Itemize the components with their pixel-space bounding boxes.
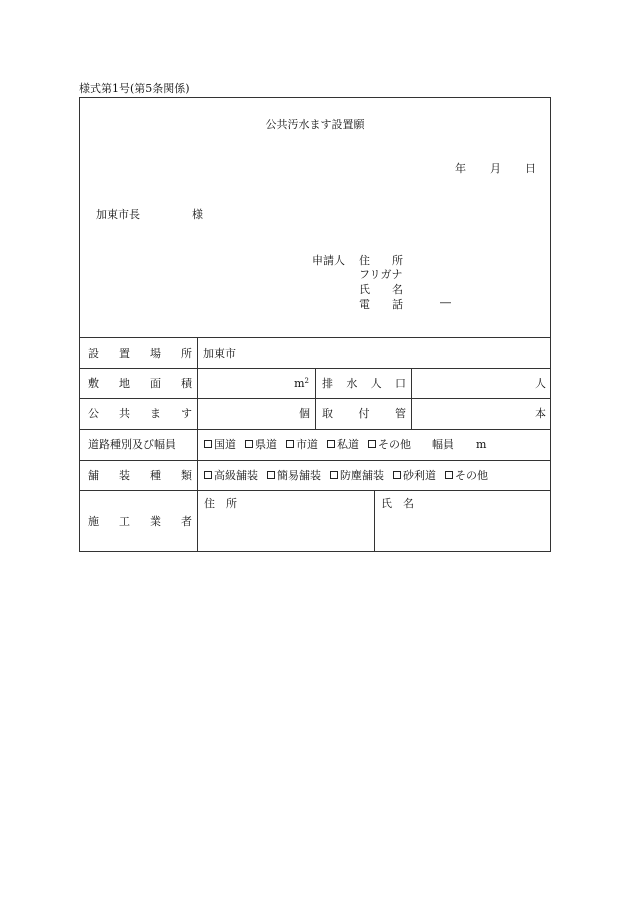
contractor-column-divider xyxy=(374,490,375,552)
applicant-caption: 申請人 xyxy=(312,254,345,267)
road-option-municipal[interactable]: 市道 xyxy=(286,436,318,452)
connection-pipe-unit: 本 xyxy=(535,407,546,420)
road-width-label: 幅員 xyxy=(432,438,454,451)
pavement-option-simple[interactable]: 簡易舗装 xyxy=(267,467,321,483)
middle-column-divider xyxy=(315,368,316,429)
drain-population-field[interactable] xyxy=(412,368,546,398)
drain-population-unit: 人 xyxy=(535,377,546,390)
checkbox-icon[interactable] xyxy=(267,471,275,479)
contractor-label: 施 工 業 者 xyxy=(88,515,192,528)
form-number-label: 様式第1号(第5条関係) xyxy=(79,82,190,95)
site-area-label: 敷 地 面 積 xyxy=(88,377,192,390)
checkbox-icon[interactable] xyxy=(368,440,376,448)
checkbox-icon[interactable] xyxy=(330,471,338,479)
road-type-options xyxy=(204,429,486,459)
application-form xyxy=(79,97,551,552)
form-title: 公共汚水ます設置願 xyxy=(265,118,365,131)
phone-separator: ― xyxy=(440,296,451,309)
row-divider xyxy=(80,490,550,491)
public-basin-label: 公 共 ま す xyxy=(88,407,192,420)
applicant-address-label: 住 所 xyxy=(359,254,403,267)
pavement-option-other[interactable]: その他 xyxy=(445,467,488,483)
checkbox-icon[interactable] xyxy=(327,440,335,448)
applicant-furigana-label: フリガナ xyxy=(359,268,403,281)
contractor-address-label[interactable]: 住 所 xyxy=(204,497,237,510)
checkbox-icon[interactable] xyxy=(393,471,401,479)
pavement-option-high-grade[interactable]: 高級舗装 xyxy=(204,467,258,483)
pavement-option-gravel[interactable]: 砂利道 xyxy=(393,467,436,483)
date-day-label: 日 xyxy=(525,162,536,175)
road-option-national[interactable]: 国道 xyxy=(204,436,236,452)
public-basin-unit: 個 xyxy=(299,407,310,420)
date-year-label: 年 xyxy=(455,162,466,175)
checkbox-icon[interactable] xyxy=(445,471,453,479)
pavement-options xyxy=(204,460,497,490)
addressee-name: 加東市長 xyxy=(96,208,140,221)
addressee-honorific: 様 xyxy=(192,208,203,221)
checkbox-icon[interactable] xyxy=(204,440,212,448)
date-month-label: 月 xyxy=(490,162,501,175)
pavement-option-dustproof[interactable]: 防塵舗装 xyxy=(330,467,384,483)
pavement-type-label: 舗 装 種 類 xyxy=(88,469,192,482)
drain-population-label: 排 水 人 口 xyxy=(322,377,406,390)
connection-pipe-label: 取 付 管 xyxy=(322,407,406,420)
contractor-name-label[interactable]: 氏 名 xyxy=(381,497,414,510)
location-label: 設 置 場 所 xyxy=(88,347,192,360)
connection-pipe-field[interactable] xyxy=(412,398,546,428)
checkbox-icon[interactable] xyxy=(286,440,294,448)
road-option-private[interactable]: 私道 xyxy=(327,436,359,452)
road-type-label: 道路種別及び幅員 xyxy=(88,438,176,451)
location-value[interactable]: 加東市 xyxy=(203,347,236,360)
site-area-unit: $m^2$ xyxy=(294,376,309,390)
applicant-name-label: 氏 名 xyxy=(359,283,403,296)
public-basin-field[interactable] xyxy=(198,398,310,428)
road-option-prefectural[interactable]: 県道 xyxy=(245,436,277,452)
checkbox-icon[interactable] xyxy=(204,471,212,479)
road-width-unit: m xyxy=(476,437,487,451)
site-area-field[interactable] xyxy=(198,368,309,398)
road-option-other[interactable]: その他 xyxy=(368,436,411,452)
applicant-phone-label: 電 話 xyxy=(359,298,403,311)
checkbox-icon[interactable] xyxy=(245,440,253,448)
